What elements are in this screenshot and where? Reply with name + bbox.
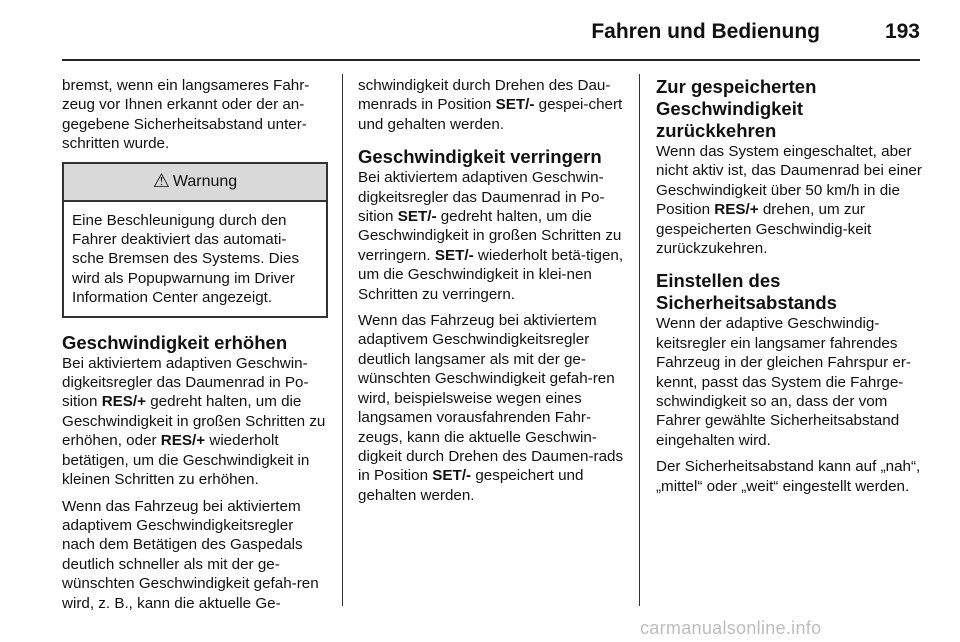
- distance-options-paragraph: Der Sicherheitsabstand kann auf „nah“, „mittel“ oder „weit“ eingestellt werden.: [656, 458, 921, 495]
- page-header-title: Fahren und Bedienung: [591, 20, 820, 43]
- decrease-speed-paragraph: Bei aktiviertem adaptiven Geschwin-digkeitsregler das Daumenrad in Po-sition SET/- gedreht halten, um die Geschwindigkeit in großen Schritten zu verringern. SET/- wiederholt betä-tigen, um die Geschwindigkeit in klei-nen Schritten zu verringern.: [358, 169, 624, 303]
- section-title-following-distance: Einstellen des Sicherheitsabstands: [656, 270, 837, 314]
- page-number: 193: [884, 20, 920, 43]
- warning-title: Warnung: [172, 172, 238, 190]
- watermark: carmanualsonline.info: [640, 618, 822, 638]
- column-2: [358, 76, 624, 512]
- increase-speed-paragraph: Bei aktiviertem adaptiven Geschwin-digkeitsregler das Daumenrad in Po-sition RES/+ gedreht halten, um die Geschwindigkeit in großen Schritten zu erhöhen, oder RES/+ wiederholt betätigen, um die Geschwindigkeit in kleinen Schritten zu erhöhen.: [62, 354, 326, 489]
- return-to-speed-paragraph: Wenn das System eingeschaltet, aber nicht aktiv ist, das Daumenrad bei einer Geschwindigkeit über 50 km/h in die Position RES/+ drehen, um zur gespeicherten Geschwindig-keit zurückzukehren.: [656, 143, 922, 258]
- acceleration-paragraph: Wenn das Fahrzeug bei aktiviertem adaptivem Geschwindigkeitsregler nach dem Betätigen des Gaspedals deutlich schneller als mit der ge-wünschten Geschwindigkeit gefah-ren wird, z. B., kann die aktuelle Ge-: [62, 497, 319, 612]
- section-title-return-to-speed: Zur gespeicherten Geschwindigkeit zurückkehren: [656, 76, 817, 141]
- section-title-decrease-speed: Geschwindigkeit verringern: [358, 146, 602, 168]
- warning-text: Eine Beschleunigung durch den Fahrer deaktiviert das automati-sche Bremsen des Systems. Dies wird als Popupwarnung im Driver Information Center angezeigt.: [72, 211, 300, 307]
- deceleration-paragraph: Wenn das Fahrzeug bei aktiviertem adaptivem Geschwindigkeitsregler deutlich langsamer als mit der ge-wünschten Geschwindigkeit gefah-ren wird, beispielsweise wegen eines langsamen vorausfahrenden Fahr-zeugs, kann die aktuelle Geschwin-digkeit durch Drehen des Daumen-rads in Position SET/- gespeichert und gehalten werden.: [358, 312, 624, 504]
- following-distance-paragraph: Wenn der adaptive Geschwindig-keitsregler ein langsamer fahrendes Fahrzeug in der gleichen Fahrspur er-kennt, passt das System die Fahrge-schwindigkeit so an, dass der vom Fahrer gewählte Sicherheitsabstand eingehalten wird.: [656, 315, 911, 449]
- intro-paragraph: bremst, wenn ein langsameres Fahr-zeug vor Ihnen erkannt oder der an-gegebene Sicherheitsabstand unter-schritten wurde.: [62, 77, 310, 153]
- warning-triangle-icon: ⚠: [152, 171, 170, 193]
- column-divider-1: [342, 74, 343, 606]
- column-divider-2: [639, 74, 640, 606]
- continued-paragraph: schwindigkeit durch Drehen des Dau-menrads in Position SET/- gespei-chert und gehalten werden.: [358, 77, 623, 133]
- section-title-increase-speed: Geschwindigkeit erhöhen: [62, 331, 288, 353]
- header-divider: [62, 59, 920, 61]
- warning-box: [62, 162, 328, 318]
- warning-header: [64, 164, 326, 202]
- column-1: [62, 76, 328, 620]
- column-3: [656, 76, 924, 503]
